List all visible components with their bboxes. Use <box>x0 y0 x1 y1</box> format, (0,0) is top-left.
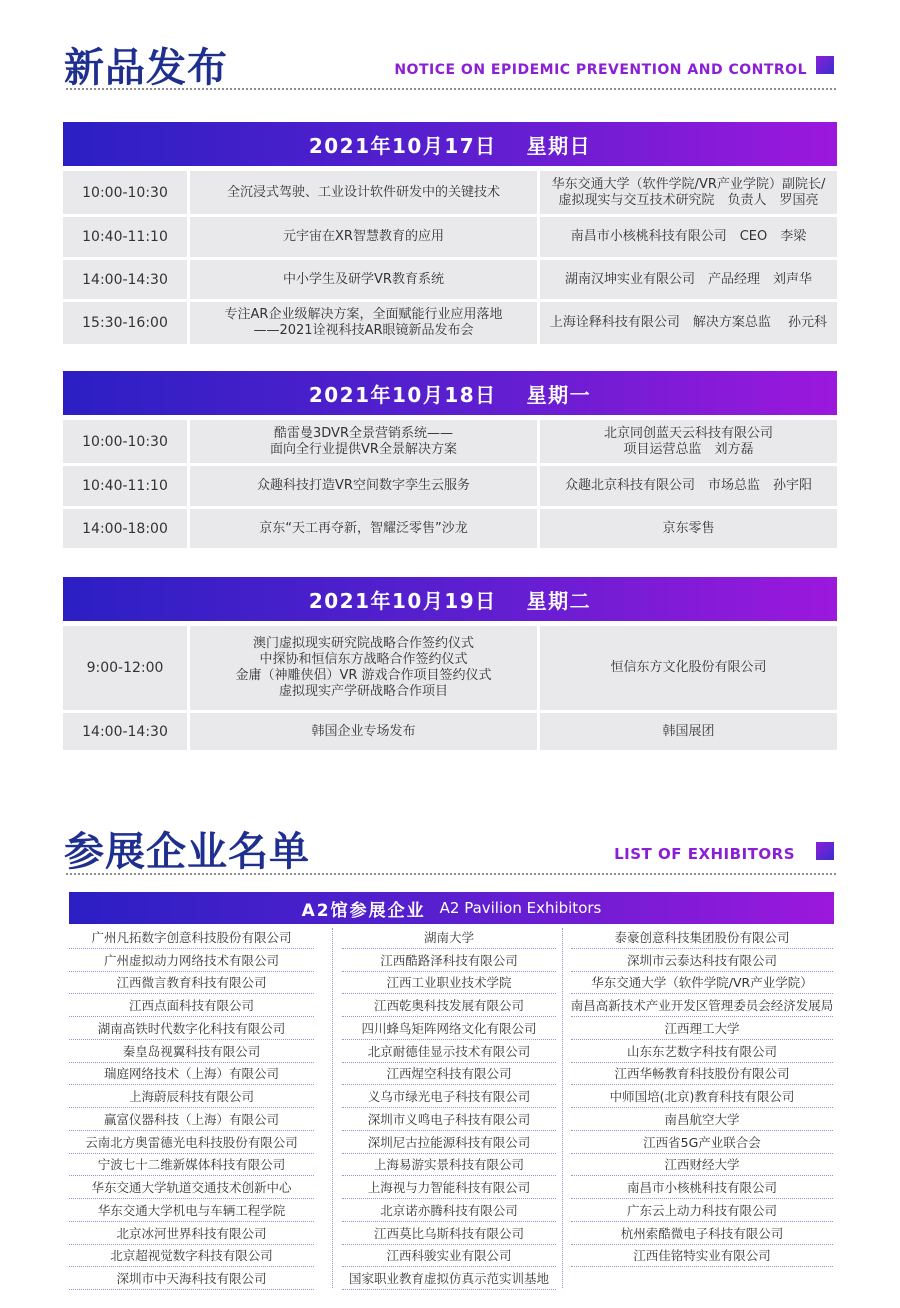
exhibitor-list-item: 南昌高新技术产业开发区管理委员会经济发展局 <box>571 994 833 1017</box>
exhibitor-list-item: 秦皇岛视翼科技有限公司 <box>69 1040 314 1063</box>
schedule-row <box>63 626 837 710</box>
exhibitor-list-item: 北京诺亦腾科技有限公司 <box>342 1199 556 1222</box>
topic-cell: 全沉浸式驾驶、工业设计软件研发中的关键技术 <box>190 171 537 214</box>
exhibitor-list-item: 中师国培(北京)教育科技有限公司 <box>571 1085 833 1108</box>
exhibitor-list-item: 四川蜂鸟矩阵网络文化有限公司 <box>342 1017 556 1040</box>
exhibitors-section-title: 参展企业名单 <box>64 829 310 875</box>
time-cell: 14:00-18:00 <box>63 509 187 548</box>
time-cell: 9:00-12:00 <box>63 626 187 710</box>
organization-cell: 北京同创蓝天云科技有限公司 项目运营总监 刘方磊 <box>540 420 837 463</box>
exhibitor-list-item: 江西理工大学 <box>571 1017 833 1040</box>
exhibitor-list-item: 华东交通大学（软件学院/VR产业学院） <box>571 972 833 995</box>
time-cell: 14:00-14:30 <box>63 260 187 299</box>
time-cell: 15:30-16:00 <box>63 302 187 344</box>
exhibitor-list-item: 湖南高铁时代数字化科技有限公司 <box>69 1017 314 1040</box>
organization-cell: 华东交通大学（软件学院/VR产业学院）副院长/ 虚拟现实与交互技术研究院 负责人 罗国亮 <box>540 171 837 214</box>
schedule-row <box>63 260 837 299</box>
pavilion-title-cn: A2馆参展企业 <box>301 900 426 921</box>
schedule-row <box>63 420 837 463</box>
dotted-divider <box>66 88 836 90</box>
release-section-title: 新品发布 <box>64 45 228 91</box>
exhibitor-list-column-2 <box>342 926 556 1290</box>
exhibitor-list-item: 江西乾奥科技发展有限公司 <box>342 994 556 1017</box>
exhibitor-list-item: 江西莫比乌斯科技有限公司 <box>342 1222 556 1245</box>
exhibitor-list-item: 国家职业教育虚拟仿真示范实训基地 <box>342 1267 556 1290</box>
day-header-2: 2021年10月18日 星期一 <box>63 371 837 415</box>
time-cell: 10:40-11:10 <box>63 466 187 506</box>
exhibitor-list-item: 北京耐德佳显示技术有限公司 <box>342 1040 556 1063</box>
exhibitor-list-item: 广东云上动力科技有限公司 <box>571 1199 833 1222</box>
release-section-subtitle: NOTICE ON EPIDEMIC PREVENTION AND CONTROL <box>394 62 807 78</box>
organization-cell: 湖南汉坤实业有限公司 产品经理 刘声华 <box>540 260 837 299</box>
topic-cell: 韩国企业专场发布 <box>190 713 537 750</box>
exhibitor-list-item: 上海易游实景科技有限公司 <box>342 1154 556 1177</box>
exhibitor-list-item: 华东交通大学机电与车辆工程学院 <box>69 1199 314 1222</box>
time-cell: 14:00-14:30 <box>63 713 187 750</box>
exhibitor-list-item: 深圳尼古拉能源科技有限公司 <box>342 1131 556 1154</box>
day-header-3: 2021年10月19日 星期二 <box>63 577 837 621</box>
organization-cell: 上海诠释科技有限公司 解决方案总监 孙元科 <box>540 302 837 344</box>
exhibitor-list-item: 江西微言教育科技有限公司 <box>69 972 314 995</box>
exhibitor-list-item: 山东东艺数字科技有限公司 <box>571 1040 833 1063</box>
topic-cell: 中小学生及研学VR教育系统 <box>190 260 537 299</box>
exhibitor-list-item: 上海视与力智能科技有限公司 <box>342 1176 556 1199</box>
pavilion-header <box>69 892 834 924</box>
exhibitor-list-item: 江西点面科技有限公司 <box>69 994 314 1017</box>
day-header-1: 2021年10月17日 星期日 <box>63 122 837 166</box>
exhibitor-list-item: 杭州索酷微电子科技有限公司 <box>571 1222 833 1245</box>
exhibitor-list-item: 宁波七十二维新媒体科技有限公司 <box>69 1154 314 1177</box>
topic-cell: 京东“天工再夺新，智耀泛零售”沙龙 <box>190 509 537 548</box>
exhibitor-list-item: 深圳市义鸣电子科技有限公司 <box>342 1108 556 1131</box>
exhibitor-list-item: 南昌航空大学 <box>571 1108 833 1131</box>
organization-cell: 韩国展团 <box>540 713 837 750</box>
schedule-row <box>63 713 837 750</box>
organization-cell: 众趣北京科技有限公司 市场总监 孙宇阳 <box>540 466 837 506</box>
column-divider <box>562 928 563 1288</box>
exhibitor-list-column-1 <box>69 926 314 1290</box>
exhibitor-list-item: 江西华畅教育科技股份有限公司 <box>571 1063 833 1086</box>
exhibitor-list-item: 江西煋空科技有限公司 <box>342 1063 556 1086</box>
schedule-row <box>63 509 837 548</box>
exhibitor-list-item: 泰豪创意科技集团股份有限公司 <box>571 926 833 949</box>
organization-cell: 京东零售 <box>540 509 837 548</box>
exhibitor-list-item: 广州虚拟动力网络技术有限公司 <box>69 949 314 972</box>
exhibitor-list-item: 深圳市云泰达科技有限公司 <box>571 949 833 972</box>
exhibitor-list-item: 江西酷路泽科技有限公司 <box>342 949 556 972</box>
exhibitor-list-item: 南昌市小核桃科技有限公司 <box>571 1176 833 1199</box>
schedule-row <box>63 171 837 214</box>
schedule-row <box>63 466 837 506</box>
exhibitor-list-item: 义乌市绿光电子科技有限公司 <box>342 1085 556 1108</box>
exhibitor-list-item: 江西佳铭特实业有限公司 <box>571 1245 833 1268</box>
exhibitor-list-item: 云南北方奥雷德光电科技股份有限公司 <box>69 1131 314 1154</box>
organization-cell: 恒信东方文化股份有限公司 <box>540 626 837 710</box>
exhibitor-list-item: 江西科骏实业有限公司 <box>342 1245 556 1268</box>
accent-square-icon <box>816 56 834 74</box>
column-divider <box>332 928 333 1288</box>
exhibitor-list-item: 北京冰河世界科技有限公司 <box>69 1222 314 1245</box>
exhibitor-list-column-3 <box>571 926 833 1267</box>
topic-cell: 酷雷曼3DVR全景营销系统—— 面向全行业提供VR全景解决方案 <box>190 420 537 463</box>
schedule-row <box>63 217 837 257</box>
exhibitor-list-item: 江西工业职业技术学院 <box>342 972 556 995</box>
exhibitors-section-subtitle: LIST OF EXHIBITORS <box>614 845 795 863</box>
exhibitor-list-item: 华东交通大学轨道交通技术创新中心 <box>69 1176 314 1199</box>
exhibitor-list-item: 江西财经大学 <box>571 1154 833 1177</box>
time-cell: 10:00-10:30 <box>63 171 187 214</box>
time-cell: 10:00-10:30 <box>63 420 187 463</box>
exhibitor-list-item: 上海蔚辰科技有限公司 <box>69 1085 314 1108</box>
exhibitor-list-item: 湖南大学 <box>342 926 556 949</box>
exhibitor-list-item: 赢富仪器科技（上海）有限公司 <box>69 1108 314 1131</box>
topic-cell: 元宇宙在XR智慧教育的应用 <box>190 217 537 257</box>
exhibitor-list-item: 深圳市中天海科技有限公司 <box>69 1267 314 1290</box>
topic-cell: 众趣科技打造VR空间数字孪生云服务 <box>190 466 537 506</box>
dotted-divider <box>66 873 836 875</box>
exhibitor-list-item: 北京超视觉数字科技有限公司 <box>69 1245 314 1268</box>
organization-cell: 南昌市小核桃科技有限公司 CEO 李梁 <box>540 217 837 257</box>
schedule-row <box>63 302 837 344</box>
topic-cell: 专注AR企业级解决方案，全面赋能行业应用落地 ——2021诠视科技AR眼镜新品发布会 <box>190 302 537 344</box>
exhibitor-list-item: 江西省5G产业联合会 <box>571 1131 833 1154</box>
exhibitor-list-item: 瑞庭网络技术（上海）有限公司 <box>69 1063 314 1086</box>
time-cell: 10:40-11:10 <box>63 217 187 257</box>
accent-square-icon <box>816 842 834 860</box>
topic-cell: 澳门虚拟现实研究院战略合作签约仪式 中探协和恒信东方战略合作签约仪式 金庸（神雕侠侣）VR 游戏合作项目签约仪式 虚拟现实产学研战略合作项目 <box>190 626 537 710</box>
exhibitor-list-item: 广州凡拓数字创意科技股份有限公司 <box>69 926 314 949</box>
pavilion-title-en: A2 Pavilion Exhibitors <box>439 899 602 917</box>
